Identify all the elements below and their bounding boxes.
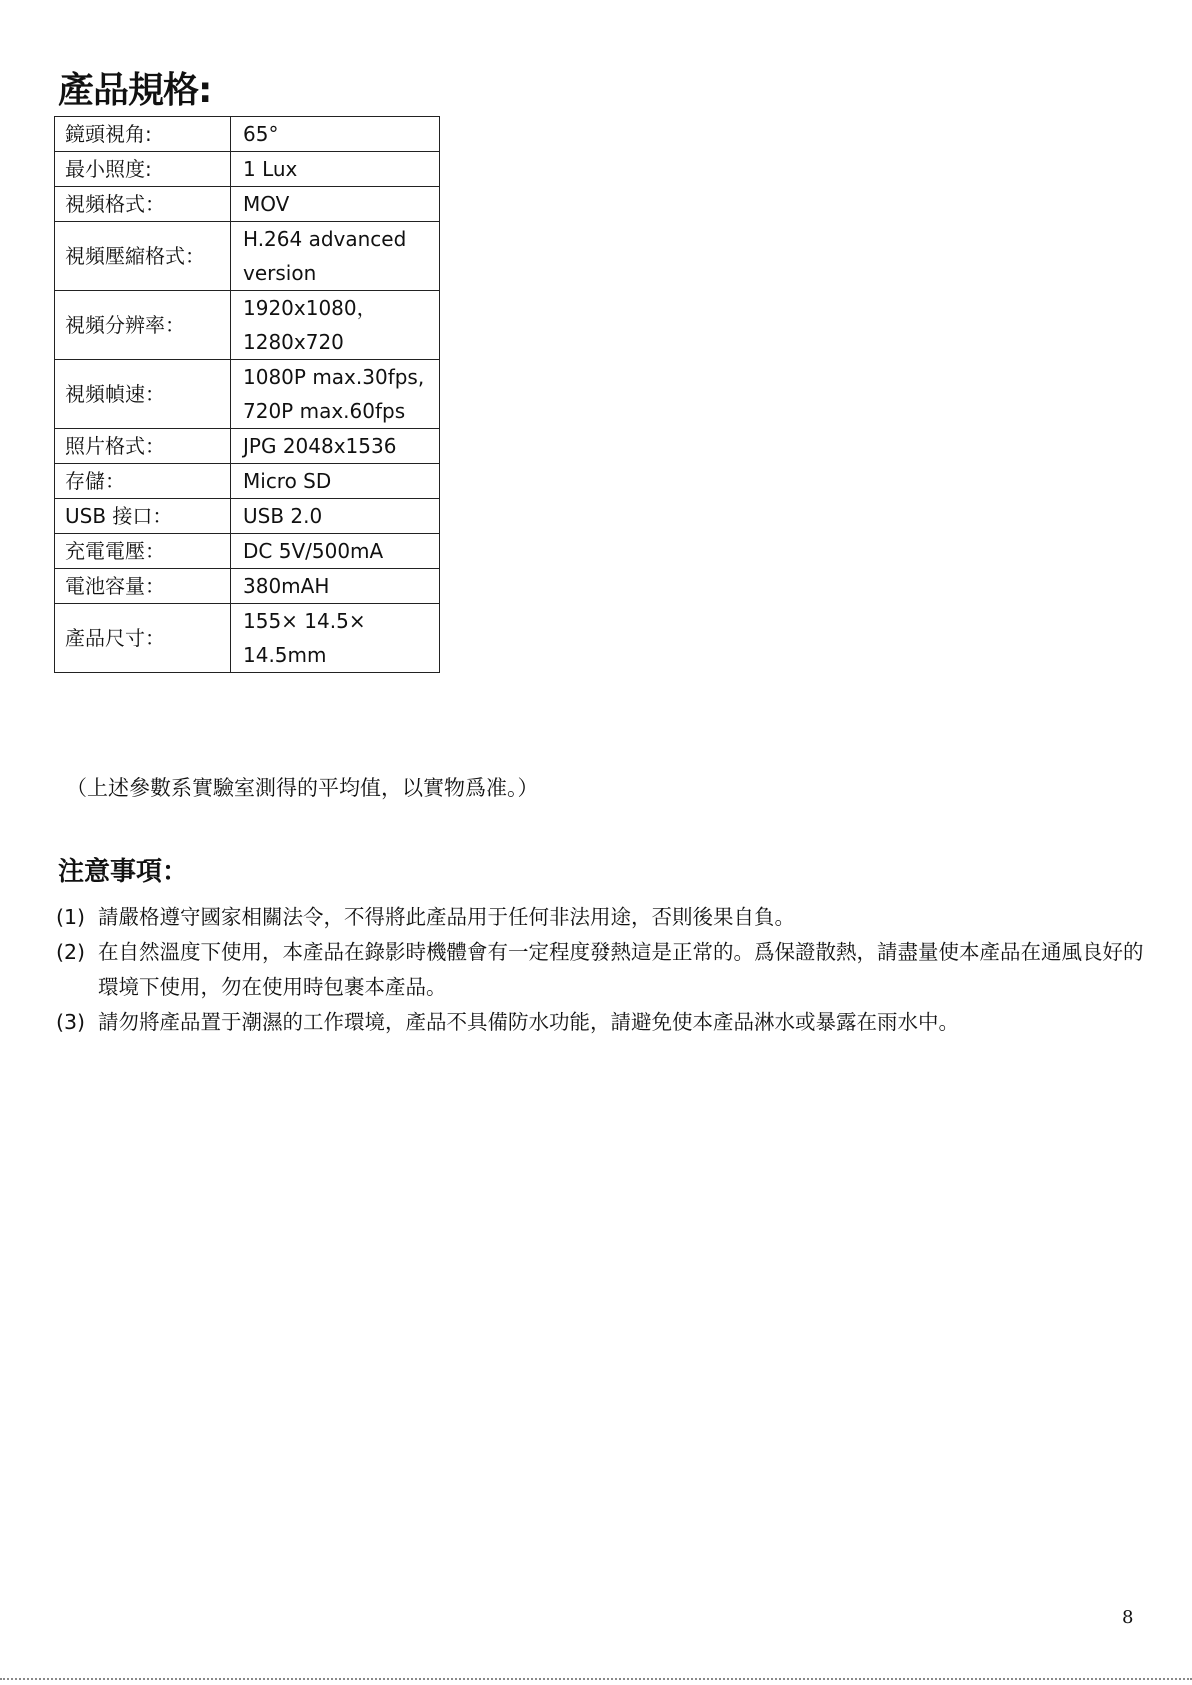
spec-label: 視頻壓縮格式： <box>55 222 231 291</box>
spec-value: 380mAH <box>231 569 440 604</box>
spec-label: 存儲： <box>55 464 231 499</box>
spec-label: 視頻幀速： <box>55 360 231 429</box>
spec-label: 產品尺寸： <box>55 604 231 673</box>
spec-table <box>54 116 440 673</box>
page-number: 8 <box>1122 1607 1134 1628</box>
caution-number: (1) <box>56 905 86 929</box>
caution-title: 注意事項： <box>58 857 189 887</box>
spec-value: MOV <box>231 187 440 222</box>
spec-label: 視頻格式： <box>55 187 231 222</box>
spec-label: 最小照度: <box>55 152 231 187</box>
spec-label: 鏡頭視角: <box>55 117 231 152</box>
spec-value: DC 5V/500mA <box>231 534 440 569</box>
spec-value: 1920x1080，1280x720 <box>231 291 440 360</box>
spec-row <box>55 464 440 499</box>
spec-label: 照片格式： <box>55 429 231 464</box>
spec-row <box>55 291 440 360</box>
caution-item <box>56 1005 1156 1040</box>
caution-text: 請勿將產品置于潮濕的工作環境，產品不具備防水功能，請避免使本產品淋水或暴露在雨水中。 <box>98 1010 959 1034</box>
spec-value: 1080P max.30fps, 720P max.60fps <box>231 360 440 429</box>
spec-value: JPG 2048x1536 <box>231 429 440 464</box>
spec-value: 65° <box>231 117 440 152</box>
spec-label: 視頻分辨率： <box>55 291 231 360</box>
spec-value: 155× 14.5× 14.5mm <box>231 604 440 673</box>
caution-text: 請嚴格遵守國家相關法令，不得將此產品用于任何非法用途，否則後果自負。 <box>98 905 795 929</box>
spec-label: 電池容量： <box>55 569 231 604</box>
spec-label: 充電電壓： <box>55 534 231 569</box>
spec-row <box>55 534 440 569</box>
spec-value: USB 2.0 <box>231 499 440 534</box>
caution-item <box>56 935 1156 1005</box>
spec-row <box>55 152 440 187</box>
measurement-note: （上述參數系實驗室測得的平均值，以實物爲准。） <box>66 776 539 800</box>
spec-value: H.264 advanced version <box>231 222 440 291</box>
spec-row <box>55 360 440 429</box>
spec-row <box>55 117 440 152</box>
caution-text: 在自然溫度下使用，本產品在錄影時機體會有一定程度發熱這是正常的。爲保證散熱，請盡量使本產品在通風良好的環境下使用，勿在使用時包裹本產品。 <box>98 940 1144 999</box>
spec-row <box>55 569 440 604</box>
caution-list <box>56 900 1156 1040</box>
spec-row <box>55 429 440 464</box>
spec-row <box>55 187 440 222</box>
bottom-divider <box>0 1678 1192 1680</box>
spec-row <box>55 499 440 534</box>
caution-number: (2) <box>56 940 86 964</box>
spec-label: USB 接口： <box>55 499 231 534</box>
spec-row <box>55 604 440 673</box>
spec-value: Micro SD <box>231 464 440 499</box>
page-title: 產品規格: <box>58 70 212 111</box>
spec-value: 1 Lux <box>231 152 440 187</box>
spec-row <box>55 222 440 291</box>
caution-number: (3) <box>56 1010 86 1034</box>
caution-item <box>56 900 1156 935</box>
